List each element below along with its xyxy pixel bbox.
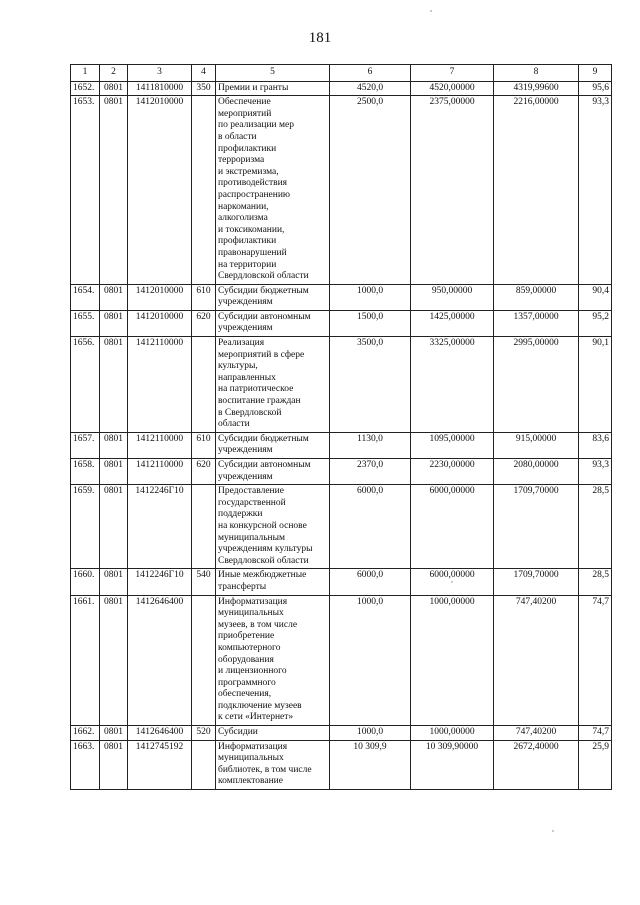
row-number: 1661. <box>71 595 100 726</box>
row-number: 1653. <box>71 96 100 285</box>
executed-amount: 4319,99600 <box>494 81 579 96</box>
planned-amount: 2370,0 <box>330 459 411 485</box>
planned-amount: 6000,0 <box>330 485 411 569</box>
header-row <box>71 65 612 82</box>
table-row <box>71 740 612 789</box>
row-number: 1658. <box>71 459 100 485</box>
planned-amount: 1130,0 <box>330 432 411 458</box>
executed-amount: 747,40200 <box>494 726 579 741</box>
planned-amount: 1000,0 <box>330 726 411 741</box>
item-name: Субсидии автономным учреждениям <box>216 459 330 485</box>
scan-speck <box>451 581 453 583</box>
table-row <box>71 81 612 96</box>
section-code: 0801 <box>100 595 128 726</box>
execution-percent: 90,1 <box>579 337 612 433</box>
expense-type-code <box>192 740 216 789</box>
column-header: 6 <box>330 65 411 82</box>
executed-amount: 2216,00000 <box>494 96 579 285</box>
target-code: 1412110000 <box>128 432 192 458</box>
section-code: 0801 <box>100 337 128 433</box>
execution-percent: 25,9 <box>579 740 612 789</box>
execution-percent: 93,3 <box>579 96 612 285</box>
adjusted-amount: 950,00000 <box>411 284 494 310</box>
row-number: 1654. <box>71 284 100 310</box>
section-code: 0801 <box>100 485 128 569</box>
target-code: 1412646400 <box>128 726 192 741</box>
table-row <box>71 459 612 485</box>
row-number: 1662. <box>71 726 100 741</box>
row-number: 1663. <box>71 740 100 789</box>
row-number: 1656. <box>71 337 100 433</box>
executed-amount: 747,40200 <box>494 595 579 726</box>
table-row <box>71 310 612 336</box>
expense-type-code: 520 <box>192 726 216 741</box>
adjusted-amount: 1000,00000 <box>411 726 494 741</box>
item-name: Реализация мероприятий в сфере культуры, направленных на патриотическое воспитание граждан в Свердловской области <box>216 337 330 433</box>
table-row <box>71 485 612 569</box>
item-name: Премии и гранты <box>216 81 330 96</box>
budget-table <box>70 64 612 790</box>
row-number: 1657. <box>71 432 100 458</box>
section-code: 0801 <box>100 432 128 458</box>
item-name: Предоставление государственной поддержки на конкурсной основе муниципальным учреждениям культуры Свердловской области <box>216 485 330 569</box>
adjusted-amount: 10 309,90000 <box>411 740 494 789</box>
expense-type-code <box>192 337 216 433</box>
column-header: 4 <box>192 65 216 82</box>
expense-type-code <box>192 595 216 726</box>
execution-percent: 74,7 <box>579 726 612 741</box>
row-number: 1652. <box>71 81 100 96</box>
section-code: 0801 <box>100 569 128 595</box>
execution-percent: 83,6 <box>579 432 612 458</box>
execution-percent: 93,3 <box>579 459 612 485</box>
target-code: 1412110000 <box>128 337 192 433</box>
target-code: 1412110000 <box>128 459 192 485</box>
execution-percent: 90,4 <box>579 284 612 310</box>
item-name: Субсидии бюджетным учреждениям <box>216 284 330 310</box>
expense-type-code: 620 <box>192 459 216 485</box>
target-code: 1412010000 <box>128 96 192 285</box>
target-code: 1412745192 <box>128 740 192 789</box>
target-code: 1412246Г10 <box>128 569 192 595</box>
table-row <box>71 569 612 595</box>
item-name: Информатизация муниципальных библиотек, в том числе комплектование <box>216 740 330 789</box>
planned-amount: 1500,0 <box>330 310 411 336</box>
item-name: Информатизация муниципальных музеев, в том числе приобретение компьютерного оборудования и лицензионного программного обеспечения, подключение музеев к сети «Интернет» <box>216 595 330 726</box>
planned-amount: 6000,0 <box>330 569 411 595</box>
section-code: 0801 <box>100 81 128 96</box>
table-row <box>71 284 612 310</box>
page-number: 181 <box>308 30 332 46</box>
item-name: Обеспечение мероприятий по реализации мер в области профилактики терроризма и экстремизма, противодействия распространению наркомании, алкоголизма и токсикомании, профилактики правонарушений на территории Свердловской области <box>216 96 330 285</box>
column-header: 3 <box>128 65 192 82</box>
planned-amount: 1000,0 <box>330 284 411 310</box>
column-header: 2 <box>100 65 128 82</box>
executed-amount: 859,00000 <box>494 284 579 310</box>
adjusted-amount: 6000,00000 <box>411 485 494 569</box>
item-name: Иные межбюджетные трансферты <box>216 569 330 595</box>
execution-percent: 28,5 <box>579 569 612 595</box>
execution-percent: 95,2 <box>579 310 612 336</box>
column-header: 8 <box>494 65 579 82</box>
expense-type-code: 540 <box>192 569 216 595</box>
expense-type-code: 350 <box>192 81 216 96</box>
planned-amount: 2500,0 <box>330 96 411 285</box>
adjusted-amount: 1000,00000 <box>411 595 494 726</box>
execution-percent: 28,5 <box>579 485 612 569</box>
executed-amount: 2080,00000 <box>494 459 579 485</box>
executed-amount: 1709,70000 <box>494 485 579 569</box>
item-name: Субсидии бюджетным учреждениям <box>216 432 330 458</box>
expense-type-code <box>192 96 216 285</box>
planned-amount: 4520,0 <box>330 81 411 96</box>
column-header: 9 <box>579 65 612 82</box>
column-header: 7 <box>411 65 494 82</box>
expense-type-code: 610 <box>192 432 216 458</box>
expense-type-code: 610 <box>192 284 216 310</box>
expense-type-code: 620 <box>192 310 216 336</box>
target-code: 1412646400 <box>128 595 192 726</box>
execution-percent: 74,7 <box>579 595 612 726</box>
section-code: 0801 <box>100 310 128 336</box>
item-name: Субсидии <box>216 726 330 741</box>
table-row <box>71 337 612 433</box>
adjusted-amount: 2230,00000 <box>411 459 494 485</box>
item-name: Субсидии автономным учреждениям <box>216 310 330 336</box>
adjusted-amount: 3325,00000 <box>411 337 494 433</box>
scan-speck <box>552 830 554 832</box>
adjusted-amount: 4520,00000 <box>411 81 494 96</box>
target-code: 1411810000 <box>128 81 192 96</box>
section-code: 0801 <box>100 726 128 741</box>
target-code: 1412246Г10 <box>128 485 192 569</box>
table-row <box>71 595 612 726</box>
section-code: 0801 <box>100 740 128 789</box>
executed-amount: 1357,00000 <box>494 310 579 336</box>
planned-amount: 1000,0 <box>330 595 411 726</box>
adjusted-amount: 6000,00000 <box>411 569 494 595</box>
planned-amount: 10 309,9 <box>330 740 411 789</box>
row-number: 1655. <box>71 310 100 336</box>
executed-amount: 2672,40000 <box>494 740 579 789</box>
scan-speck <box>430 10 432 12</box>
adjusted-amount: 1095,00000 <box>411 432 494 458</box>
executed-amount: 2995,00000 <box>494 337 579 433</box>
column-header: 1 <box>71 65 100 82</box>
planned-amount: 3500,0 <box>330 337 411 433</box>
expense-type-code <box>192 485 216 569</box>
executed-amount: 1709,70000 <box>494 569 579 595</box>
adjusted-amount: 1425,00000 <box>411 310 494 336</box>
table-row <box>71 726 612 741</box>
executed-amount: 915,00000 <box>494 432 579 458</box>
section-code: 0801 <box>100 459 128 485</box>
table-row <box>71 96 612 285</box>
section-code: 0801 <box>100 96 128 285</box>
adjusted-amount: 2375,00000 <box>411 96 494 285</box>
target-code: 1412010000 <box>128 284 192 310</box>
table-row <box>71 432 612 458</box>
target-code: 1412010000 <box>128 310 192 336</box>
column-header: 5 <box>216 65 330 82</box>
section-code: 0801 <box>100 284 128 310</box>
execution-percent: 95,6 <box>579 81 612 96</box>
row-number: 1659. <box>71 485 100 569</box>
row-number: 1660. <box>71 569 100 595</box>
